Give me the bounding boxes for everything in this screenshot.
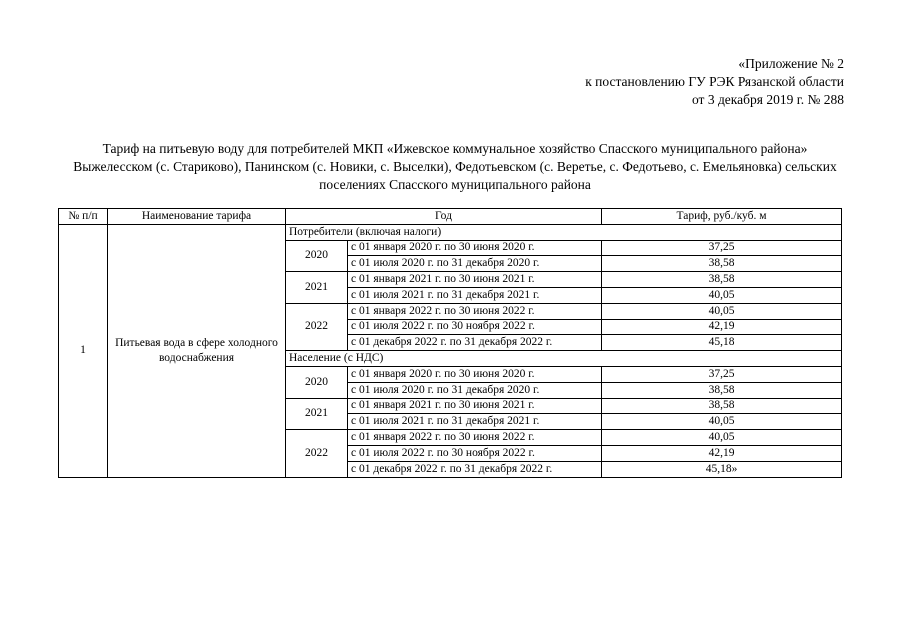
tariff-value: 38,58 — [602, 382, 842, 398]
table-header-row — [59, 209, 842, 225]
tariff-value: 40,05 — [602, 303, 842, 319]
period-cell: с 01 июля 2020 г. по 31 декабря 2020 г. — [348, 256, 602, 272]
tariff-value: 40,05 — [602, 414, 842, 430]
year-cell: 2020 — [286, 240, 348, 272]
year-cell: 2021 — [286, 272, 348, 304]
header-tariff: Тариф, руб./куб. м — [602, 209, 842, 225]
tariff-value: 40,05 — [602, 430, 842, 446]
tariff-value: 38,58 — [602, 256, 842, 272]
year-cell: 2022 — [286, 303, 348, 350]
year-cell: 2020 — [286, 366, 348, 398]
tariff-name: Питьевая вода в сфере холодного водоснабжения — [108, 224, 286, 477]
header-num: № п/п — [59, 209, 108, 225]
tariff-value: 45,18 — [602, 335, 842, 351]
period-cell: с 01 июля 2022 г. по 30 ноября 2022 г. — [348, 445, 602, 461]
year-cell: 2021 — [286, 398, 348, 430]
document-title: Тариф на питьевую воду для потребителей МКП «Ижевское коммунальное хозяйство Спасского муниципального района» Выжелесском (с. Стариково), Панинском (с. Новики, с. Выселки), Федотьевском (с. Веретье, с. Федотьево, с. Емельяновка) сельских поселениях Спасского муниципального района — [73, 141, 837, 192]
appendix-line-3: от 3 декабря 2019 г. № 288 — [691, 92, 844, 107]
period-cell: с 01 июля 2022 г. по 30 ноября 2022 г. — [348, 319, 602, 335]
row-number: 1 — [59, 224, 108, 477]
period-cell: с 01 января 2022 г. по 30 июня 2022 г. — [348, 303, 602, 319]
period-cell: с 01 декабря 2022 г. по 31 декабря 2022 г. — [348, 335, 602, 351]
tariff-value: 40,05 — [602, 287, 842, 303]
period-cell: с 01 июля 2020 г. по 31 декабря 2020 г. — [348, 382, 602, 398]
period-cell: с 01 января 2020 г. по 30 июня 2020 г. — [348, 240, 602, 256]
period-cell: с 01 декабря 2022 г. по 31 декабря 2022 г. — [348, 461, 602, 477]
period-cell: с 01 января 2020 г. по 30 июня 2020 г. — [348, 366, 602, 382]
period-cell: с 01 января 2021 г. по 30 июня 2021 г. — [348, 398, 602, 414]
period-cell: с 01 января 2022 г. по 30 июня 2022 г. — [348, 430, 602, 446]
header-name: Наименование тарифа — [108, 209, 286, 225]
appendix-line-1: «Приложение № 2 — [738, 56, 844, 71]
tariff-value: 38,58 — [602, 398, 842, 414]
period-cell: с 01 января 2021 г. по 30 июня 2021 г. — [348, 272, 602, 288]
group-label: Население (с НДС) — [286, 351, 842, 367]
tariff-table — [58, 208, 842, 478]
tariff-value: 42,19 — [602, 445, 842, 461]
tariff-value: 38,58 — [602, 272, 842, 288]
appendix-line-2: к постановлению ГУ РЭК Рязанской области — [585, 74, 844, 89]
tariff-value: 45,18» — [602, 461, 842, 477]
tariff-value: 37,25 — [602, 240, 842, 256]
year-cell: 2022 — [286, 430, 348, 477]
period-cell: с 01 июля 2021 г. по 31 декабря 2021 г. — [348, 287, 602, 303]
group-label-row — [59, 224, 842, 240]
group-label: Потребители (включая налоги) — [286, 224, 842, 240]
tariff-value: 42,19 — [602, 319, 842, 335]
appendix-header — [585, 55, 844, 109]
tariff-value: 37,25 — [602, 366, 842, 382]
period-cell: с 01 июля 2021 г. по 31 декабря 2021 г. — [348, 414, 602, 430]
header-year: Год — [286, 209, 602, 225]
